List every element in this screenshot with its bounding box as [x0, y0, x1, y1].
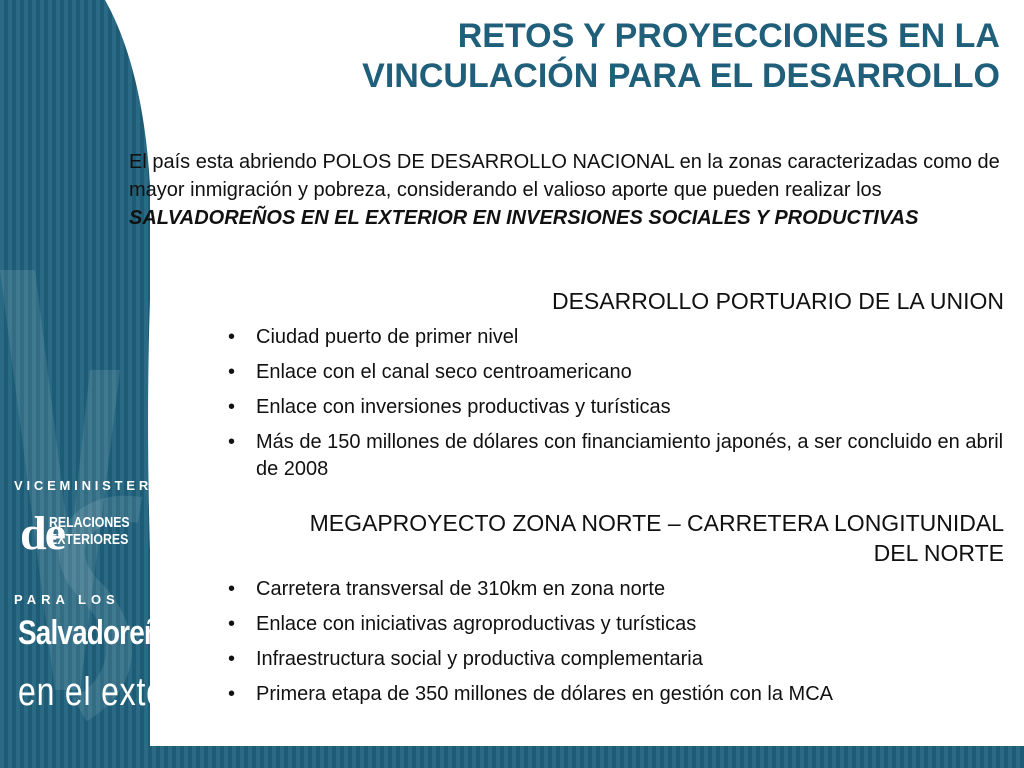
title-line-1: RETOS Y PROYECCIONES EN LA: [457, 17, 1000, 55]
logo-relaciones-exteriores: [49, 514, 130, 549]
section2-heading-line-2: DEL NORTE: [873, 540, 1004, 566]
intro-bold-text: SALVADOREÑOS EN EL EXTERIOR EN INVERSIONES SOCIALES Y PRODUCTIVAS: [129, 207, 919, 229]
logo-exteriores: EXTERIORES: [49, 531, 129, 549]
section1-list: [228, 324, 1008, 491]
list-item: • Enlace con inversiones productivas y turísticas: [228, 394, 1008, 421]
bottom-decorative-band: [0, 746, 1024, 768]
logo-en-el-exterior: en el exterior: [18, 670, 215, 714]
list-item: • Carretera transversal de 310km en zona norte: [228, 576, 1008, 603]
logo-viceministerio: VICEMINISTERIO: [14, 478, 174, 493]
slide-title: [220, 16, 1000, 96]
title-line-2: VINCULACIÓN PARA EL DESARROLLO: [362, 57, 1000, 95]
list-item: • Infraestructura social y productiva complementaria: [228, 646, 1008, 673]
section1-heading: DESARROLLO PORTUARIO DE LA UNION: [551, 288, 1004, 314]
intro-paragraph: [129, 148, 1009, 232]
section2-heading-line-1: MEGAPROYECTO ZONA NORTE – CARRETERA LONGITUNIDAL: [309, 510, 1004, 536]
list-item: • Primera etapa de 350 millones de dólares en gestión con la MCA: [228, 681, 1008, 708]
logo-de: de: [20, 507, 64, 560]
list-item: • Enlace con el canal seco centroamericano: [228, 359, 1008, 386]
list-item: • Ciudad puerto de primer nivel: [228, 324, 1008, 351]
logo-salvadorenos: Salvadoreños: [18, 614, 192, 652]
section2-list: [228, 576, 1008, 716]
intro-plain-text: El país esta abriendo POLOS DE DESARROLLO NACIONAL en la zonas caracterizadas como de mayor inmigración y pobreza, considerando el valioso aporte que pueden realizar los: [129, 151, 1000, 201]
logo-relaciones: RELACIONES: [49, 514, 130, 531]
list-item: • Enlace con iniciativas agroproductivas y turísticas: [228, 611, 1008, 638]
list-item: • Más de 150 millones de dólares con financiamiento japonés, a ser concluido en abril de 2008: [228, 429, 1008, 483]
section2-heading: [310, 508, 1004, 568]
logo-para-los: PARA LOS: [14, 592, 120, 607]
